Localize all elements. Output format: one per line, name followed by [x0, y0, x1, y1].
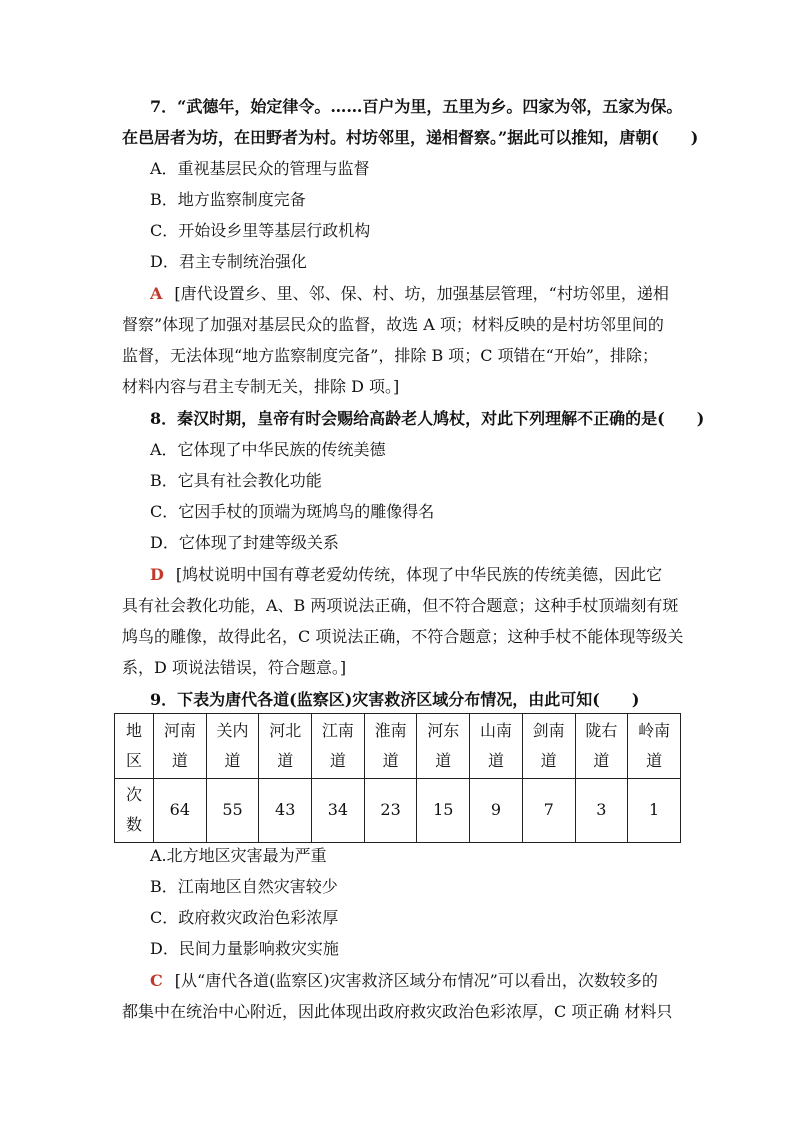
q7-answer-letter: A	[150, 284, 163, 303]
q9-option-d: D．民间力量影响救灾实施	[150, 939, 339, 958]
q9-option-c: C．政府救灾政治色彩浓厚	[150, 908, 339, 927]
q9-analysis-line1	[122, 971, 658, 991]
q9-analysis-line2: 都集中在统治中心附近，因此体现出政府救灾政治色彩浓厚，C 项正确 材料只	[122, 1002, 673, 1021]
table-row-counts	[115, 778, 681, 843]
q7-option-d: D．君主专制统治强化	[150, 252, 307, 271]
table-cell-region: 江南 道	[312, 714, 365, 779]
table-cell-region: 河南 道	[154, 714, 207, 779]
q7-stem-line2: 在邑居者为坊，在田野者为村。村坊邻里，递相督察。”据此可以推知，唐朝( )	[122, 128, 699, 147]
q7-option-b: B．地方监察制度完备	[150, 190, 306, 209]
table-header-cell-count: 次 数	[115, 778, 154, 843]
table-cell-region: 关内 道	[206, 714, 259, 779]
q7-analysis-line2: 督察”体现了加强对基层民众的监督，故选 A 项；材料反映的是村坊邻里间的	[122, 315, 664, 334]
table-cell-count: 43	[259, 778, 312, 843]
table-cell-region: 山南 道	[470, 714, 523, 779]
q9-answer-letter: C	[150, 971, 163, 990]
q7-analysis-text: [唐代设置乡、里、邻、保、村、坊，加强基层管理，“村坊邻里，递相	[174, 284, 669, 303]
table-cell-count: 64	[154, 778, 207, 843]
table-cell-region: 陇右 道	[575, 714, 628, 779]
q9-option-b: B．江南地区自然灾害较少	[150, 877, 338, 896]
table-cell-region: 河北 道	[259, 714, 312, 779]
table-row-regions	[115, 714, 681, 779]
q7-option-a: A．重视基层民众的管理与监督	[150, 159, 370, 178]
table-cell-count: 34	[312, 778, 365, 843]
table-cell-region: 岭南 道	[628, 714, 681, 779]
q8-option-d: D．它体现了封建等级关系	[150, 533, 339, 552]
q7-stem-line1: 7．“武德年，始定律令。……百户为里，五里为乡。四家为邻，五家为保。	[150, 97, 683, 116]
q8-option-c: C．它因手杖的顶端为斑鸠鸟的雕像得名	[150, 502, 435, 521]
q8-answer-letter: D	[150, 565, 164, 584]
q9-analysis-text: [从“唐代各道(监察区)灾害救济区域分布情况”可以看出，次数较多的	[174, 971, 658, 990]
q9-option-a: A.北方地区灾害最为严重	[150, 846, 327, 865]
q8-option-b: B．它具有社会教化功能	[150, 471, 322, 490]
table-cell-count: 1	[628, 778, 681, 843]
table-cell-count: 7	[522, 778, 575, 843]
table-cell-count: 15	[417, 778, 470, 843]
q8-analysis-line1	[122, 565, 662, 585]
q7-analysis-line1	[122, 284, 669, 304]
q8-analysis-line2: 具有社会教化功能，A、B 两项说法正确，但不符合题意；这种手杖顶端刻有斑	[122, 596, 679, 615]
q7-analysis-line4: 材料内容与君主专制无关，排除 D 项。]	[122, 377, 400, 396]
q7-analysis-line3: 监督，无法体现“地方监察制度完备”，排除 B 项；C 项错在“开始”，排除；	[122, 346, 658, 365]
table-cell-region: 河东 道	[417, 714, 470, 779]
table-cell-count: 3	[575, 778, 628, 843]
table-cell-region: 淮南 道	[364, 714, 417, 779]
q8-analysis-line3: 鸠鸟的雕像，故得此名，C 项说法正确，不符合题意；这种手杖不能体现等级关	[122, 627, 684, 646]
table-cell-count: 23	[364, 778, 417, 843]
q9-data-table	[114, 713, 681, 843]
table-cell-count: 55	[206, 778, 259, 843]
table-cell-count: 9	[470, 778, 523, 843]
q7-option-c: C．开始设乡里等基层行政机构	[150, 221, 371, 240]
q8-analysis-line4: 系，D 项说法错误，符合题意。]	[122, 658, 347, 677]
q8-stem: 8．秦汉时期，皇帝有时会赐给高龄老人鸠杖，对此下列理解不正确的是( )	[150, 409, 705, 428]
table-cell-region: 剑南 道	[522, 714, 575, 779]
table-header-cell-region: 地 区	[115, 714, 154, 779]
q8-option-a: A．它体现了中华民族的传统美德	[150, 440, 386, 459]
q9-stem: 9．下表为唐代各道(监察区)灾害救济区域分布情况，由此可知( )	[150, 690, 640, 709]
q8-analysis-text: [鸠杖说明中国有尊老爱幼传统，体现了中华民族的传统美德，因此它	[175, 565, 663, 584]
